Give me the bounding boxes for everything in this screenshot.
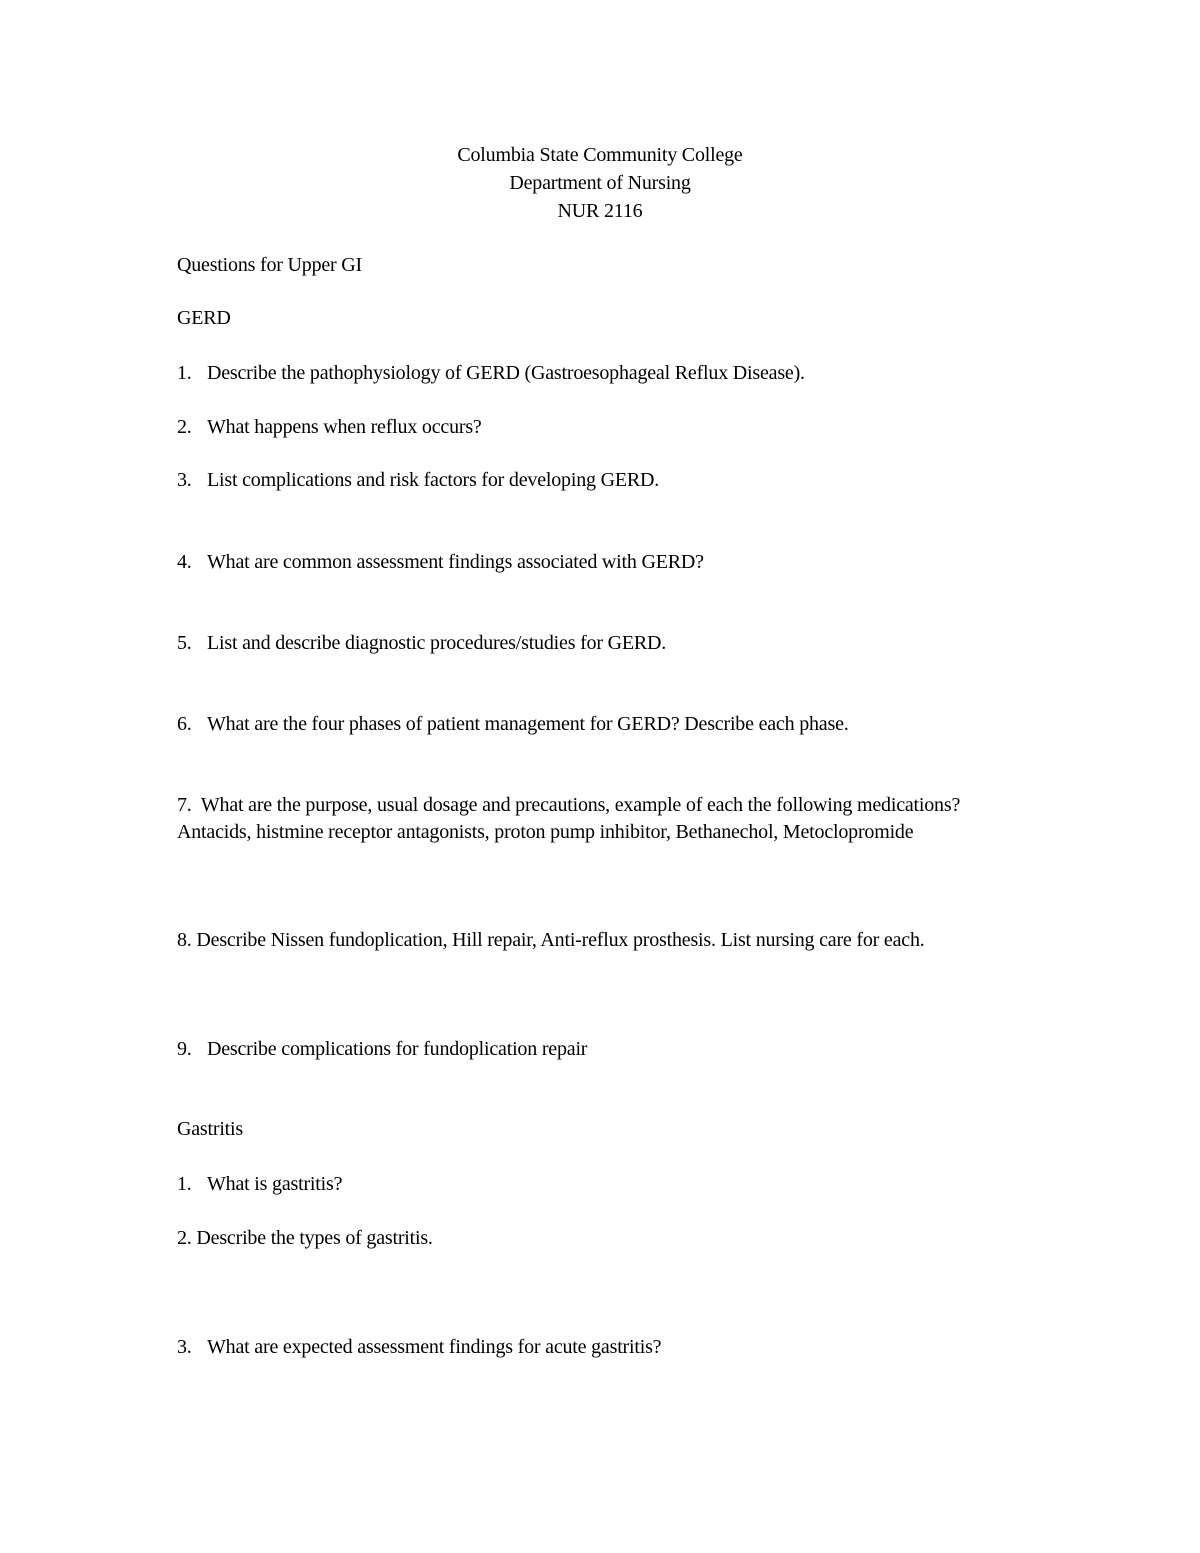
gerd-question-3: 3. List complications and risk factors for developing GERD. [177, 469, 660, 491]
gerd-question-8: 8. Describe Nissen fundoplication, Hill repair, Anti-reflux prosthesis. List nursing care for each. [177, 929, 925, 951]
institution-name: Columbia State Community College [457, 144, 743, 166]
section-heading-gastritis: Gastritis [177, 1118, 243, 1140]
gastritis-question-2: 2. Describe the types of gastritis. [177, 1227, 433, 1249]
gerd-question-4: 4. What are common assessment findings associated with GERD? [177, 551, 704, 573]
department-name: Department of Nursing [509, 172, 691, 194]
course-code: NUR 2116 [557, 200, 643, 222]
gerd-question-2: 2. What happens when reflux occurs? [177, 416, 482, 438]
section-heading-gerd: GERD [177, 307, 231, 329]
document-title: Questions for Upper GI [177, 254, 363, 276]
gerd-question-5: 5. List and describe diagnostic procedures/studies for GERD. [177, 632, 667, 654]
gerd-question-9: 9. Describe complications for fundoplication repair [177, 1038, 588, 1060]
gastritis-question-3: 3. What are expected assessment findings for acute gastritis? [177, 1336, 662, 1358]
gerd-question-7: 7. What are the purpose, usual dosage and precautions, example of each the following medications? Antacids, histmine receptor antagonists, proton pump inhibitor, Bethanechol, Metoclopromide [177, 794, 961, 843]
gerd-question-1: 1. Describe the pathophysiology of GERD (Gastroesophageal Reflux Disease). [177, 362, 805, 384]
gastritis-question-1: 1. What is gastritis? [177, 1173, 343, 1195]
gerd-question-6: 6. What are the four phases of patient management for GERD? Describe each phase. [177, 713, 849, 735]
